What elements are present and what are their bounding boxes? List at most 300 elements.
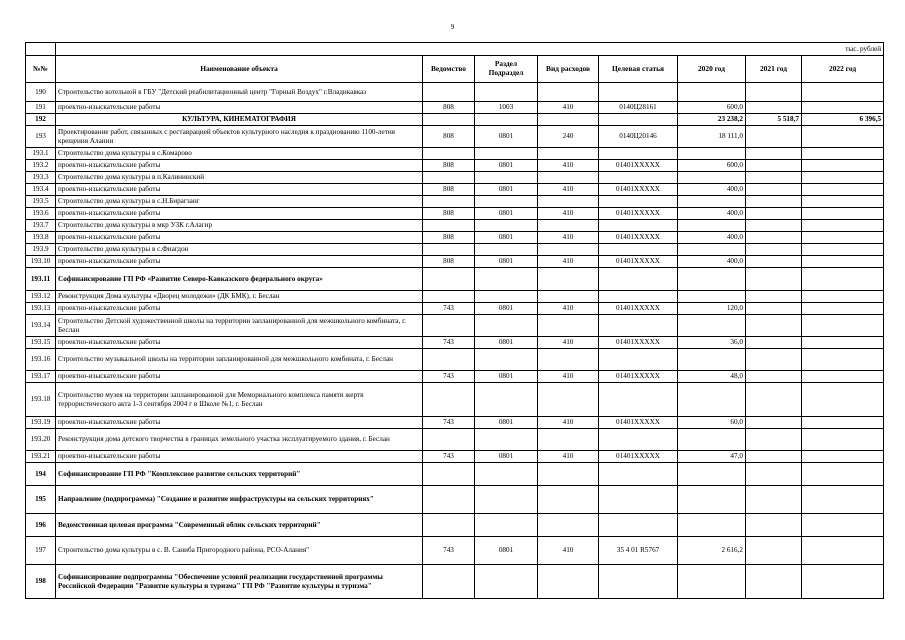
- cell-year-2021: [746, 160, 802, 172]
- cell-expense-type: [538, 291, 599, 303]
- cell-num: 193.4: [26, 184, 56, 196]
- cell-expense-type: [538, 220, 599, 232]
- header-year-2021: 2021 год: [746, 56, 802, 83]
- table-row: [26, 337, 884, 349]
- cell-expense-type: [538, 486, 599, 514]
- table-row: [26, 537, 884, 565]
- cell-dept: [423, 172, 475, 184]
- cell-target-article: [599, 148, 678, 160]
- cell-year-2021: [746, 172, 802, 184]
- cell-name: Софинансирование подпрограммы "Обеспечение условий реализации государственной программы Российской Федерации "Развитие культуры и туризма" ГП РФ "Развитие культуры и туризма": [56, 565, 423, 599]
- cell-expense-type: [538, 463, 599, 486]
- cell-year-2020: 400,0: [678, 256, 746, 268]
- cell-num: 193: [26, 126, 56, 148]
- table-row: [26, 451, 884, 463]
- cell-year-2022: [802, 486, 884, 514]
- cell-dept: [423, 244, 475, 256]
- cell-year-2021: [746, 268, 802, 291]
- cell-dept: [423, 83, 475, 102]
- cell-section: 0801: [475, 451, 538, 463]
- cell-name: Софинансирование ГП РФ "Комплексное развитие сельских территорий": [56, 463, 423, 486]
- cell-dept: 808: [423, 160, 475, 172]
- cell-year-2020: [678, 514, 746, 537]
- cell-num: 193.9: [26, 244, 56, 256]
- cell-target-article: 01401XXXXX: [599, 303, 678, 315]
- cell-section: 0801: [475, 303, 538, 315]
- cell-year-2022: [802, 291, 884, 303]
- cell-section: 0801: [475, 232, 538, 244]
- cell-year-2021: [746, 451, 802, 463]
- cell-target-article: [599, 291, 678, 303]
- cell-target-article: [599, 463, 678, 486]
- cell-year-2022: [802, 451, 884, 463]
- cell-year-2020: 60,0: [678, 417, 746, 429]
- cell-target-article: 01401XXXXX: [599, 256, 678, 268]
- cell-dept: [423, 565, 475, 599]
- cell-target-article: 01401XXXXX: [599, 160, 678, 172]
- cell-year-2020: 120,0: [678, 303, 746, 315]
- cell-section: [475, 244, 538, 256]
- cell-num: 198: [26, 565, 56, 599]
- header-row: [26, 56, 884, 83]
- cell-year-2020: [678, 291, 746, 303]
- cell-num: 193.7: [26, 220, 56, 232]
- cell-year-2022: [802, 244, 884, 256]
- cell-section: [475, 268, 538, 291]
- table-row: [26, 268, 884, 291]
- cell-name: Строительство музея на территории запланированной для Мемориального комплекса памяти жертв террористического акта 1-3 сентября 2004 г в Школе №1, г. Беслан: [56, 383, 423, 417]
- cell-target-article: [599, 429, 678, 451]
- cell-expense-type: [538, 172, 599, 184]
- cell-name: проектно-изыскательские работы: [56, 160, 423, 172]
- cell-name: Проектирование работ, связанных с реставрацией объектов культурного наследия к празднованию 1100-летия крещения Алании: [56, 126, 423, 148]
- cell-year-2021: [746, 291, 802, 303]
- cell-year-2022: [802, 514, 884, 537]
- table-row: [26, 463, 884, 486]
- cell-num: 193.20: [26, 429, 56, 451]
- cell-year-2022: [802, 371, 884, 383]
- table-row: [26, 514, 884, 537]
- cell-year-2022: [802, 383, 884, 417]
- cell-year-2021: [746, 486, 802, 514]
- table-row: [26, 220, 884, 232]
- cell-year-2021: [746, 337, 802, 349]
- table-row: [26, 371, 884, 383]
- table-row: [26, 184, 884, 196]
- table-row: [26, 303, 884, 315]
- table-row: [26, 315, 884, 337]
- cell-year-2022: [802, 337, 884, 349]
- cell-year-2022: [802, 196, 884, 208]
- cell-expense-type: [538, 514, 599, 537]
- cell-num: 193.12: [26, 291, 56, 303]
- cell-num: 193.10: [26, 256, 56, 268]
- cell-num: 193.13: [26, 303, 56, 315]
- cell-dept: 743: [423, 303, 475, 315]
- cell-dept: [423, 196, 475, 208]
- cell-name: КУЛЬТУРА, КИНЕМАТОГРАФИЯ: [56, 114, 423, 126]
- cell-name: проектно-изыскательские работы: [56, 232, 423, 244]
- cell-target-article: [599, 268, 678, 291]
- cell-target-article: 01401XXXXX: [599, 232, 678, 244]
- cell-name: Строительство дома культуры в п.Калининский: [56, 172, 423, 184]
- page-number: 9: [450, 23, 455, 31]
- cell-target-article: [599, 514, 678, 537]
- cell-dept: 808: [423, 102, 475, 114]
- cell-target-article: 01401XXXXX: [599, 337, 678, 349]
- cell-target-article: [599, 220, 678, 232]
- cell-year-2022: [802, 83, 884, 102]
- cell-dept: [423, 315, 475, 337]
- cell-expense-type: [538, 565, 599, 599]
- cell-expense-type: [538, 148, 599, 160]
- cell-year-2021: [746, 102, 802, 114]
- cell-year-2020: 2 616,2: [678, 537, 746, 565]
- cell-expense-type: 410: [538, 303, 599, 315]
- cell-expense-type: [538, 244, 599, 256]
- cell-target-article: 01401XXXXX: [599, 208, 678, 220]
- cell-expense-type: 410: [538, 160, 599, 172]
- header-target-article: Целевая статья: [599, 56, 678, 83]
- cell-section: 0801: [475, 256, 538, 268]
- header-section: Раздел Подраздел: [475, 56, 538, 83]
- cell-year-2021: [746, 463, 802, 486]
- cell-year-2020: 23 238,2: [678, 114, 746, 126]
- cell-target-article: [599, 114, 678, 126]
- cell-expense-type: 410: [538, 417, 599, 429]
- table-row: [26, 126, 884, 148]
- cell-section: 0801: [475, 337, 538, 349]
- cell-expense-type: 410: [538, 371, 599, 383]
- cell-target-article: [599, 349, 678, 371]
- cell-dept: 743: [423, 371, 475, 383]
- cell-dept: 808: [423, 256, 475, 268]
- budget-table-sheet: [25, 42, 883, 599]
- cell-section: 0801: [475, 160, 538, 172]
- cell-year-2022: [802, 220, 884, 232]
- cell-year-2020: [678, 349, 746, 371]
- header-expense-type: Вид расходов: [538, 56, 599, 83]
- cell-year-2021: [746, 126, 802, 148]
- cell-section: [475, 148, 538, 160]
- cell-year-2021: [746, 196, 802, 208]
- cell-target-article: 0140Ц28161: [599, 102, 678, 114]
- cell-name: проектно-изыскательские работы: [56, 451, 423, 463]
- cell-section: [475, 83, 538, 102]
- cell-year-2020: 18 111,0: [678, 126, 746, 148]
- cell-section: [475, 291, 538, 303]
- cell-section: 1003: [475, 102, 538, 114]
- cell-expense-type: [538, 429, 599, 451]
- table-row: [26, 102, 884, 114]
- cell-section: [475, 383, 538, 417]
- table-row: [26, 565, 884, 599]
- table-row: [26, 208, 884, 220]
- cell-num: 193.5: [26, 196, 56, 208]
- cell-expense-type: 410: [538, 256, 599, 268]
- cell-num: 193.16: [26, 349, 56, 371]
- cell-dept: [423, 429, 475, 451]
- cell-section: [475, 114, 538, 126]
- cell-target-article: [599, 196, 678, 208]
- cell-year-2020: 48,0: [678, 371, 746, 383]
- cell-year-2021: [746, 349, 802, 371]
- cell-expense-type: [538, 315, 599, 337]
- cell-year-2022: [802, 303, 884, 315]
- cell-year-2022: [802, 537, 884, 565]
- cell-year-2020: [678, 315, 746, 337]
- cell-year-2022: [802, 232, 884, 244]
- cell-name: Строительство музыкальной школы на территории запланированной для межшкольного комбината, г. Беслан: [56, 349, 423, 371]
- cell-dept: [423, 114, 475, 126]
- cell-expense-type: 410: [538, 451, 599, 463]
- cell-num: 193.14: [26, 315, 56, 337]
- cell-year-2020: 400,0: [678, 208, 746, 220]
- cell-dept: 808: [423, 232, 475, 244]
- cell-name: Строительство дома культуры в с.Фиагдон: [56, 244, 423, 256]
- cell-dept: [423, 349, 475, 371]
- unit-row: [26, 43, 884, 56]
- cell-dept: 743: [423, 451, 475, 463]
- cell-num: 190: [26, 83, 56, 102]
- table-row: [26, 83, 884, 102]
- budget-table: [25, 42, 884, 599]
- cell-year-2022: [802, 349, 884, 371]
- cell-name: Реконструкция Дома культуры «Дворец молодежи» (ДК БМК), г. Беслан: [56, 291, 423, 303]
- cell-name: Ведомственная целевая программа "Современный облик сельских территорий": [56, 514, 423, 537]
- cell-year-2021: [746, 83, 802, 102]
- cell-year-2020: [678, 244, 746, 256]
- cell-year-2020: 47,0: [678, 451, 746, 463]
- cell-name: проектно-изыскательские работы: [56, 303, 423, 315]
- cell-year-2022: [802, 148, 884, 160]
- table-row: [26, 244, 884, 256]
- cell-name: проектно-изыскательские работы: [56, 337, 423, 349]
- cell-year-2022: [802, 126, 884, 148]
- cell-year-2021: [746, 537, 802, 565]
- table-row: [26, 486, 884, 514]
- cell-name: проектно-изыскательские работы: [56, 184, 423, 196]
- cell-year-2021: [746, 303, 802, 315]
- cell-section: [475, 172, 538, 184]
- cell-name: Строительство котельной в ГБУ "Детский реабилитационный центр "Горный Воздух" г.Владикавказ: [56, 83, 423, 102]
- table-row: [26, 349, 884, 371]
- cell-year-2022: [802, 565, 884, 599]
- cell-section: [475, 565, 538, 599]
- cell-year-2021: [746, 371, 802, 383]
- cell-name: Строительство дома культуры в с.Н.Бирагзанг: [56, 196, 423, 208]
- table-row: [26, 172, 884, 184]
- header-year-2022: 2022 год: [802, 56, 884, 83]
- header-name: Наименование объекта: [56, 56, 423, 83]
- cell-year-2021: [746, 417, 802, 429]
- cell-name: Софинансирование ГП РФ «Развитие Северо-Кавказского федерального округа»: [56, 268, 423, 291]
- cell-year-2020: [678, 196, 746, 208]
- cell-year-2021: [746, 148, 802, 160]
- cell-target-article: [599, 565, 678, 599]
- table-row: [26, 383, 884, 417]
- cell-year-2021: [746, 244, 802, 256]
- cell-dept: [423, 463, 475, 486]
- table-row: [26, 417, 884, 429]
- cell-year-2022: 6 396,5: [802, 114, 884, 126]
- unit-label: тыс. рублей: [56, 43, 884, 56]
- cell-expense-type: [538, 114, 599, 126]
- cell-expense-type: [538, 196, 599, 208]
- cell-num: 193.1: [26, 148, 56, 160]
- cell-target-article: 01401XXXXX: [599, 184, 678, 196]
- table-row: [26, 148, 884, 160]
- cell-expense-type: [538, 383, 599, 417]
- cell-year-2020: 600,0: [678, 102, 746, 114]
- cell-year-2022: [802, 102, 884, 114]
- cell-expense-type: 410: [538, 102, 599, 114]
- cell-year-2022: [802, 160, 884, 172]
- cell-year-2022: [802, 429, 884, 451]
- cell-num: 193.15: [26, 337, 56, 349]
- cell-target-article: [599, 172, 678, 184]
- cell-year-2021: [746, 220, 802, 232]
- cell-dept: [423, 486, 475, 514]
- cell-year-2021: 5 518,7: [746, 114, 802, 126]
- cell-name: Строительство дома культуры в мкр УЗК г.Алагир: [56, 220, 423, 232]
- table-row: [26, 114, 884, 126]
- cell-target-article: 35 4 01 R5767: [599, 537, 678, 565]
- table-row: [26, 429, 884, 451]
- cell-expense-type: 410: [538, 537, 599, 565]
- cell-num: 192: [26, 114, 56, 126]
- cell-num: 197: [26, 537, 56, 565]
- cell-year-2020: [678, 565, 746, 599]
- cell-name: Строительство дома культуры в с.Комарово: [56, 148, 423, 160]
- cell-section: 0801: [475, 371, 538, 383]
- cell-dept: 808: [423, 184, 475, 196]
- cell-target-article: [599, 383, 678, 417]
- cell-section: [475, 514, 538, 537]
- cell-num: 193.11: [26, 268, 56, 291]
- cell-year-2020: [678, 220, 746, 232]
- cell-section: [475, 486, 538, 514]
- cell-dept: 743: [423, 417, 475, 429]
- cell-target-article: 01401XXXXX: [599, 417, 678, 429]
- cell-name: проектно-изыскательские работы: [56, 102, 423, 114]
- cell-year-2020: 400,0: [678, 184, 746, 196]
- cell-year-2022: [802, 256, 884, 268]
- cell-name: Строительство Детской художественной школы на территории запланированной для межшкольного комбината, г. Беслан: [56, 315, 423, 337]
- cell-section: 0801: [475, 417, 538, 429]
- cell-section: [475, 196, 538, 208]
- cell-num: 193.19: [26, 417, 56, 429]
- cell-expense-type: 410: [538, 208, 599, 220]
- cell-year-2022: [802, 417, 884, 429]
- cell-num: 193.8: [26, 232, 56, 244]
- cell-name: проектно-изыскательские работы: [56, 417, 423, 429]
- cell-year-2020: [678, 429, 746, 451]
- cell-year-2020: 36,0: [678, 337, 746, 349]
- cell-num: 195: [26, 486, 56, 514]
- cell-dept: 808: [423, 208, 475, 220]
- cell-dept: [423, 268, 475, 291]
- header-dept: Ведомство: [423, 56, 475, 83]
- cell-year-2021: [746, 514, 802, 537]
- cell-year-2020: 400,0: [678, 232, 746, 244]
- cell-year-2022: [802, 184, 884, 196]
- cell-target-article: 01401XXXXX: [599, 451, 678, 463]
- cell-target-article: 0140Ц20146: [599, 126, 678, 148]
- cell-year-2021: [746, 208, 802, 220]
- cell-section: [475, 315, 538, 337]
- cell-expense-type: 240: [538, 126, 599, 148]
- table-row: [26, 232, 884, 244]
- cell-year-2021: [746, 184, 802, 196]
- cell-name: Реконструкция дома детского творчества в границах земельного участка эксплуатируемого здания, г. Беслан: [56, 429, 423, 451]
- table-body: [26, 83, 884, 599]
- cell-year-2020: [678, 463, 746, 486]
- table-row: [26, 256, 884, 268]
- cell-name: проектно-изыскательские работы: [56, 208, 423, 220]
- cell-year-2020: [678, 83, 746, 102]
- cell-year-2020: [678, 172, 746, 184]
- cell-year-2022: [802, 463, 884, 486]
- cell-target-article: [599, 486, 678, 514]
- cell-num: 194: [26, 463, 56, 486]
- cell-year-2020: [678, 268, 746, 291]
- cell-dept: [423, 383, 475, 417]
- cell-year-2021: [746, 256, 802, 268]
- cell-expense-type: [538, 349, 599, 371]
- header-num: №№: [26, 56, 56, 83]
- table-row: [26, 196, 884, 208]
- cell-dept: [423, 514, 475, 537]
- cell-year-2021: [746, 383, 802, 417]
- cell-num: 193.17: [26, 371, 56, 383]
- cell-target-article: [599, 83, 678, 102]
- cell-year-2022: [802, 172, 884, 184]
- cell-dept: 743: [423, 537, 475, 565]
- cell-num: 193.6: [26, 208, 56, 220]
- cell-section: [475, 220, 538, 232]
- cell-dept: [423, 148, 475, 160]
- cell-num: 191: [26, 102, 56, 114]
- cell-year-2021: [746, 429, 802, 451]
- cell-section: [475, 349, 538, 371]
- cell-expense-type: 410: [538, 232, 599, 244]
- cell-year-2021: [746, 315, 802, 337]
- cell-section: [475, 429, 538, 451]
- cell-year-2022: [802, 268, 884, 291]
- cell-year-2020: [678, 383, 746, 417]
- cell-target-article: [599, 244, 678, 256]
- cell-section: [475, 463, 538, 486]
- cell-name: проектно-изыскательские работы: [56, 371, 423, 383]
- cell-year-2021: [746, 565, 802, 599]
- cell-year-2021: [746, 232, 802, 244]
- cell-year-2022: [802, 208, 884, 220]
- cell-section: 0801: [475, 184, 538, 196]
- cell-num: 193.21: [26, 451, 56, 463]
- cell-num: 193.18: [26, 383, 56, 417]
- cell-year-2020: [678, 148, 746, 160]
- cell-section: 0801: [475, 208, 538, 220]
- cell-expense-type: [538, 83, 599, 102]
- cell-num: 196: [26, 514, 56, 537]
- cell-num: 193.3: [26, 172, 56, 184]
- table-row: [26, 160, 884, 172]
- header-year-2020: 2020 год: [678, 56, 746, 83]
- cell-expense-type: 410: [538, 184, 599, 196]
- cell-section: 0801: [475, 126, 538, 148]
- cell-name: Направление (подпрограмма) "Создание и развитие инфраструктуры на сельских территориях": [56, 486, 423, 514]
